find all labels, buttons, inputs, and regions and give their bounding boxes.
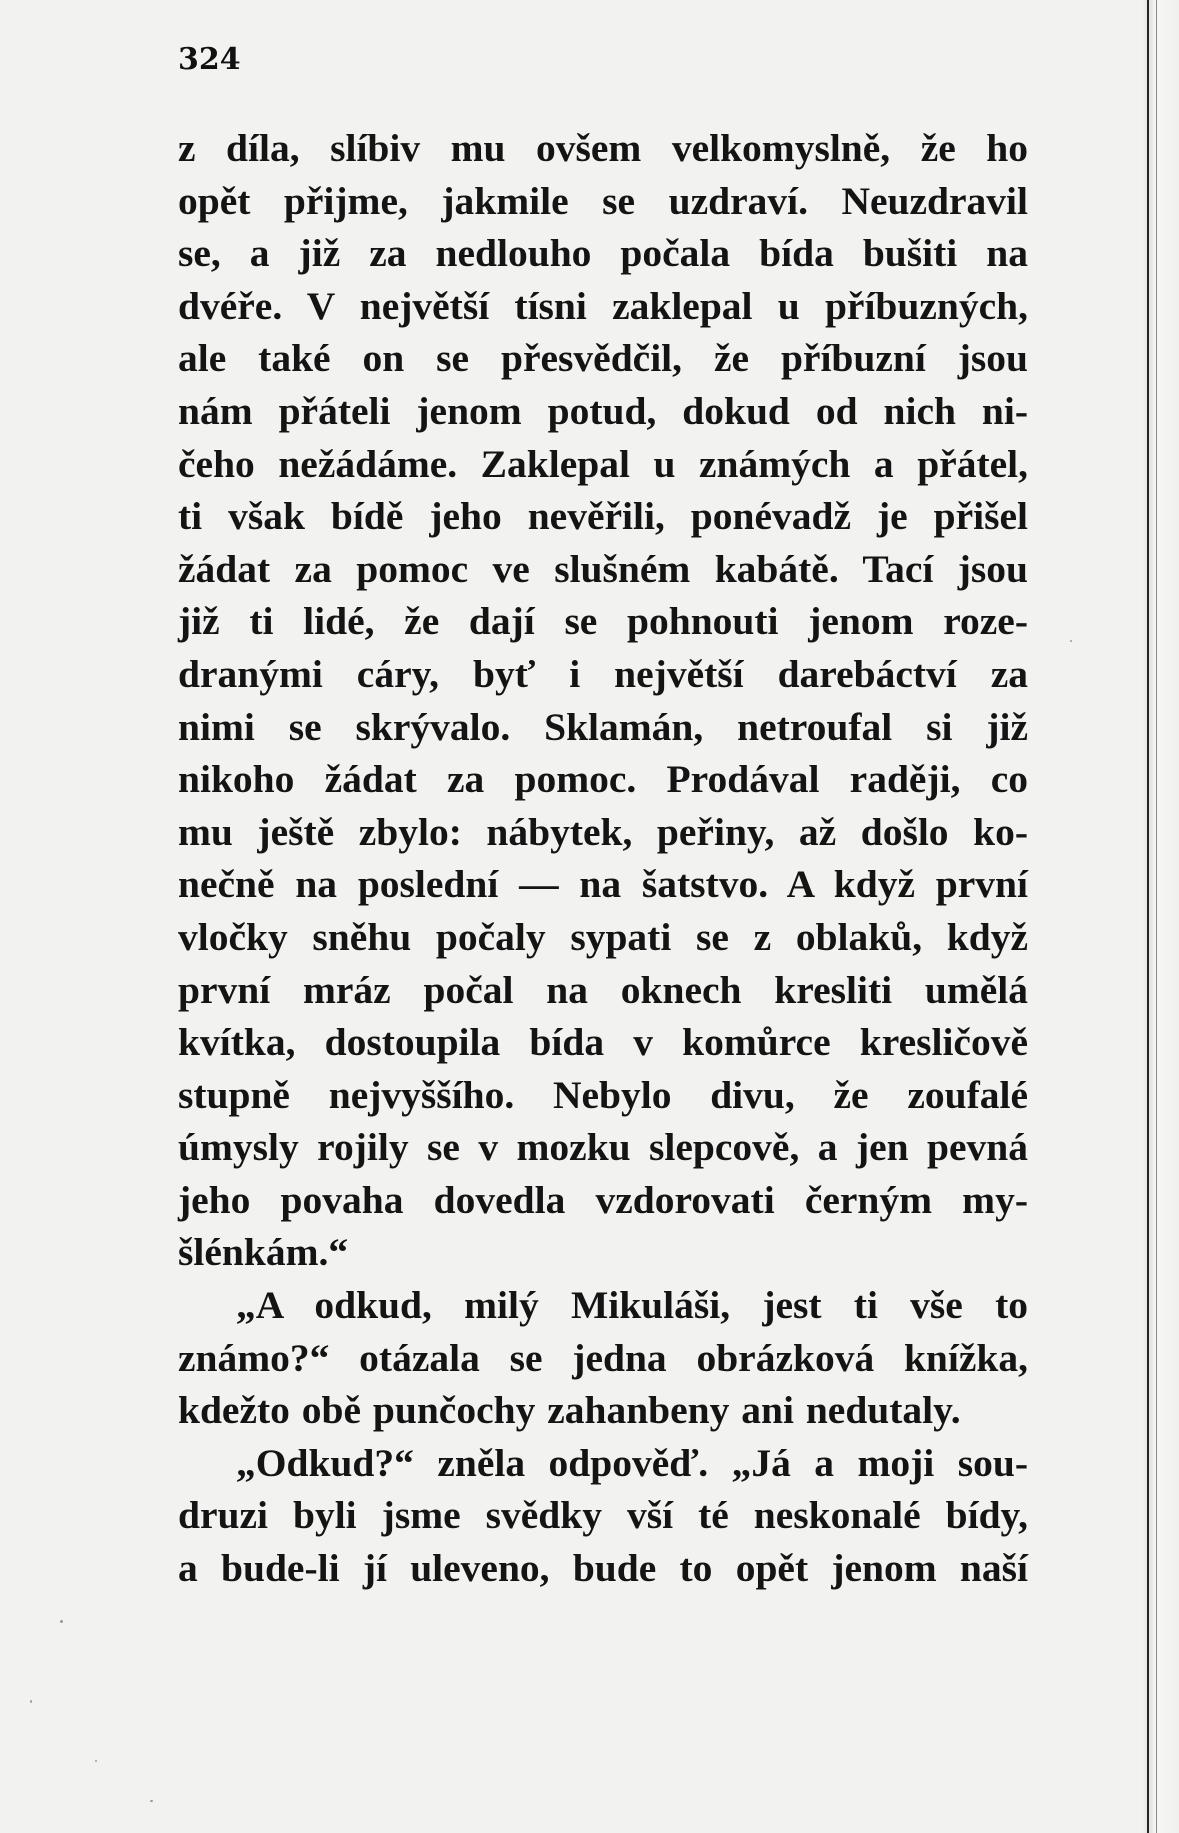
text-line: opět přijme, jakmile se uzdraví. Neuzdravil xyxy=(178,178,1028,223)
text-line: z díla, slíbiv mu ovšem velkomyslně, že ho xyxy=(178,126,1028,170)
text-line: „A odkud, milý Mikuláši, jest ti vše to xyxy=(236,1283,1028,1328)
text-line: šlénkám.“ xyxy=(178,1230,349,1275)
page-edge-rule-thin xyxy=(1156,0,1157,1833)
body-text xyxy=(178,122,1028,1595)
text-line: se, a již za nedlouho počala bída bušiti na xyxy=(178,231,1028,276)
text-line: žádat za pomoc ve slušném kabátě. Tací jsou xyxy=(178,546,1028,591)
text-line: již ti lidé, že dají se pohnouti jenom roze- xyxy=(178,599,1028,644)
text-line: ale také on se přesvědčil, že příbuzní jsou xyxy=(178,336,1028,381)
text-line: první mráz počal na oknech kresliti umělá xyxy=(178,967,1028,1012)
text-line: kdežto obě punčochy zahanbeny ani nedutaly. xyxy=(178,1388,961,1433)
scan-speck xyxy=(60,1620,63,1623)
scan-speck xyxy=(30,1700,32,1703)
text-line: ti však bídě jeho nevěřili, ponévadž je přišel xyxy=(178,494,1028,539)
scan-speck xyxy=(95,1760,97,1762)
text-line: druzi byli jsme svědky vší té neskonalé bídy, xyxy=(178,1493,1028,1538)
text-line: nečně na poslední — na šatstvo. A když první xyxy=(178,862,1028,907)
text-line: nimi se skrývalo. Sklamán, netroufal si již xyxy=(178,704,1028,749)
text-line: a bude-li jí uleveno, bude to opět jenom naší xyxy=(178,1546,1028,1591)
paragraph xyxy=(178,1279,1028,1437)
page-edge-rule xyxy=(1147,0,1149,1833)
text-line: mu ještě zbylo: nábytek, peřiny, až došlo ko- xyxy=(178,809,1028,854)
text-line: úmysly rojily se v mozku slepcově, a jen pevná xyxy=(178,1125,1028,1170)
text-line: nám přáteli jenom potud, dokud od nich ni- xyxy=(178,388,1028,433)
text-line: nikoho žádat za pomoc. Prodával raději, co xyxy=(178,757,1028,802)
text-line: vločky sněhu počaly sypati se z oblaků, když xyxy=(178,914,1028,959)
text-line: dranými cáry, byť i největší darebáctví za xyxy=(178,651,1028,696)
text-line: známo?“ otázala se jedna obrázková knížka, xyxy=(178,1335,1028,1380)
text-line: čeho nežádáme. Zaklepal u známých a přátel, xyxy=(178,441,1028,486)
text-line: stupně nejvyššího. Nebylo divu, že zoufalé xyxy=(178,1072,1028,1117)
text-line: kvítka, dostoupila bída v komůrce kresličově xyxy=(178,1020,1028,1065)
text-line: jeho povaha dovedla vzdorovati černým my- xyxy=(178,1177,1028,1222)
scan-speck xyxy=(1070,640,1072,642)
page-number: 324 xyxy=(178,42,241,77)
text-line: dvéře. V největší tísni zaklepal u příbuzných, xyxy=(178,283,1028,328)
paragraph xyxy=(178,122,1028,1279)
scan-speck xyxy=(150,1800,153,1802)
paragraph xyxy=(178,1437,1028,1595)
text-line: „Odkud?“ zněla odpověď. „Já a moji sou- xyxy=(236,1440,1028,1485)
